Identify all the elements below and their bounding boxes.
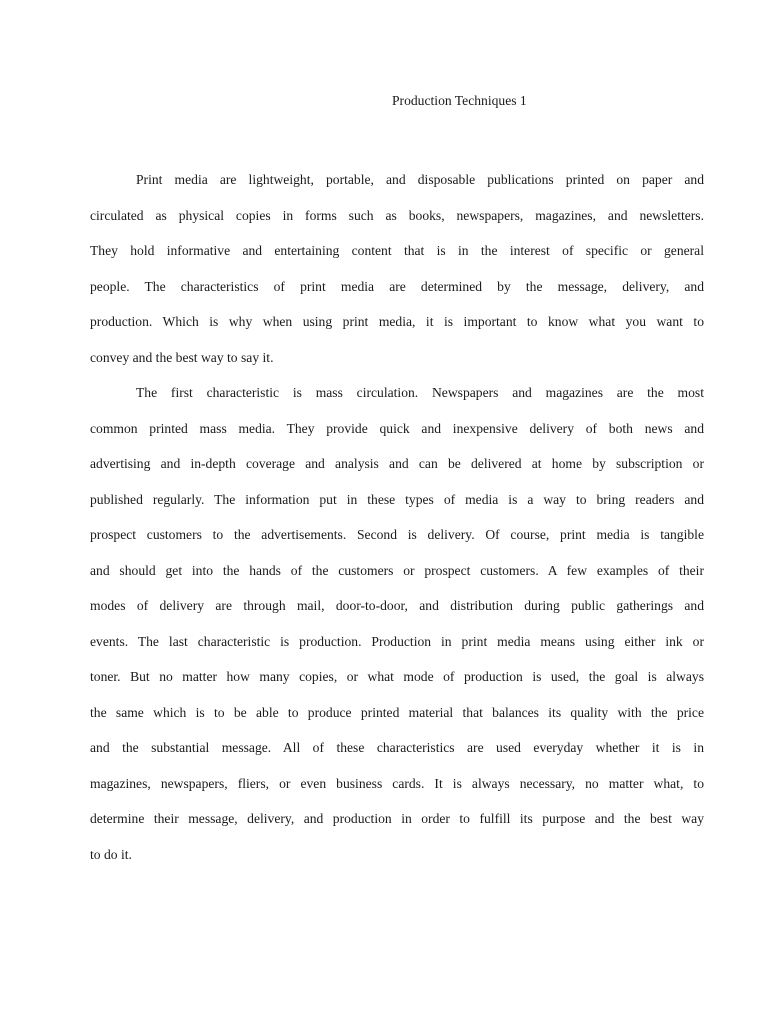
text-line: modes of delivery are through mail, door-to-door, and distribution during public gatherings and [90,598,704,613]
text-line: determine their message, delivery, and production in order to fulfill its purpose and the best way [90,811,704,826]
text-line: production. Which is why when using print media, it is important to know what you want to [90,314,704,329]
text-line: the same which is to be able to produce printed material that balances its quality with the price [90,704,704,720]
text-line: common printed mass media. They provide quick and inexpensive delivery of both news and [90,420,704,436]
text-line: advertising and in-depth coverage and analysis and can be delivered at home by subscription or [90,456,704,471]
text-line: prospect customers to the advertisements. Second is delivery. Of course, print media is tangible [90,527,704,542]
running-head: Production Techniques 1 [392,93,527,108]
document-body [90,162,704,872]
paragraph-1 [90,162,704,375]
text-line: Print media are lightweight, portable, and disposable publications printed on paper and [136,172,704,187]
text-line: people. The characteristics of print media are determined by the message, delivery, and [90,278,704,294]
text-line: and the substantial message. All of these characteristics are used everyday whether it is in [90,740,704,755]
text-line: They hold informative and entertaining content that is in the interest of specific or general [90,243,704,258]
text-line: The first characteristic is mass circulation. Newspapers and magazines are the most [136,385,704,400]
text-line: and should get into the hands of the customers or prospect customers. A few examples of their [90,562,704,578]
text-line: convey and the best way to say it. [90,349,274,365]
text-line: to do it. [90,846,132,862]
paragraph-2 [90,375,704,872]
text-line: events. The last characteristic is production. Production in print media means using either ink or [90,633,704,649]
text-line: magazines, newspapers, fliers, or even business cards. It is always necessary, no matter what, to [90,775,704,791]
text-line: published regularly. The information put in these types of media is a way to bring readers and [90,491,704,507]
text-line: circulated as physical copies in forms such as books, newspapers, magazines, and newsletters. [90,207,704,223]
text-line: toner. But no matter how many copies, or what mode of production is used, the goal is always [90,669,704,684]
